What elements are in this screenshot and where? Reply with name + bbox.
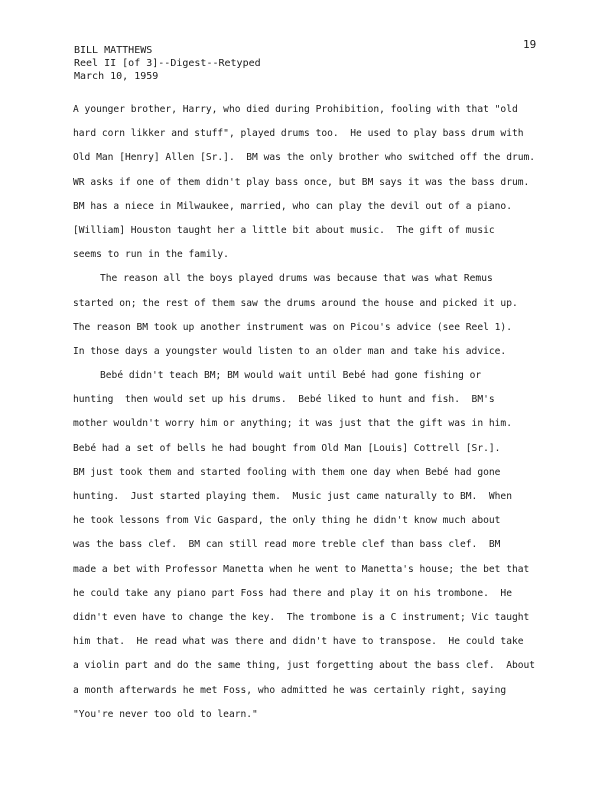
text-line: made a bet with Professor Manetta when he went to Manetta's house; the bet that <box>73 563 530 575</box>
text-line: a violin part and do the same thing, just forgetting about the bass clef. About <box>73 660 536 672</box>
transcript-body <box>73 98 549 727</box>
text-line: BM has a niece in Milwaukee, married, who can play the devil out of a piano. <box>73 200 512 212</box>
text-line: Old Man [Henry] Allen [Sr.]. BM was the only brother who switched off the drum. <box>73 152 536 164</box>
text-line: hard corn likker and stuff", played drums too. He used to play bass drum with <box>73 128 524 140</box>
text-line: a month afterwards he met Foss, who admitted he was certainly right, saying <box>73 684 507 696</box>
text-line: hunting. Just started playing them. Music just came naturally to BM. When <box>73 491 512 502</box>
text-line: BM just took them and started fooling with them one day when Bebé had gone <box>73 466 501 478</box>
paragraph <box>73 267 549 364</box>
text-line: seems to run in the family. <box>73 249 229 261</box>
text-line: was the bass clef. BM can still read more treble clef than bass clef. BM <box>73 539 501 551</box>
text-line: hunting then would set up his drums. Bebé liked to hunt and fish. BM's <box>73 394 495 406</box>
interviewee-name: BILL MATTHEWS <box>74 45 153 56</box>
text-line: him that. He read what was there and didn't have to transpose. He could take <box>73 636 524 648</box>
text-line: A younger brother, Harry, who died during Prohibition, fooling with that "old <box>73 104 518 115</box>
text-line: Bebé had a set of bells he had bought from Old Man [Louis] Cottrell [Sr.]. <box>73 442 501 454</box>
text-line: "You're never too old to learn." <box>73 708 258 720</box>
text-line: he took lessons from Vic Gaspard, the only thing he didn't know much about <box>73 515 501 527</box>
reel-info: Reel II [of 3]--Digest--Retyped <box>74 58 261 69</box>
text-line: Bebé didn't teach BM; BM would wait until Bebé had gone fishing or <box>100 370 482 382</box>
text-line: [William] Houston taught her a little bit about music. The gift of music <box>73 224 495 236</box>
text-line: The reason BM took up another instrument was on Picou's advice (see Reel 1). <box>73 321 512 333</box>
page-header <box>74 44 261 83</box>
text-line: The reason all the boys played drums was because that was what Remus <box>100 273 493 285</box>
text-line: he could take any piano part Foss had there and play it on his trombone. He <box>73 587 512 599</box>
text-line: WR asks if one of them didn't play bass once, but BM says it was the bass drum. <box>73 176 530 188</box>
paragraph <box>73 98 549 267</box>
text-line: started on; the rest of them saw the drums around the house and picked it up. <box>73 297 518 309</box>
text-line: mother wouldn't worry him or anything; it was just that the gift was in him. <box>73 418 512 430</box>
interview-date: March 10, 1959 <box>74 71 159 82</box>
paragraph <box>73 364 549 727</box>
page-number: 19 <box>523 38 537 51</box>
text-line: didn't even have to change the key. The trombone is a C instrument; Vic taught <box>73 611 530 623</box>
text-line: In those days a youngster would listen to an older man and take his advice. <box>73 345 507 357</box>
